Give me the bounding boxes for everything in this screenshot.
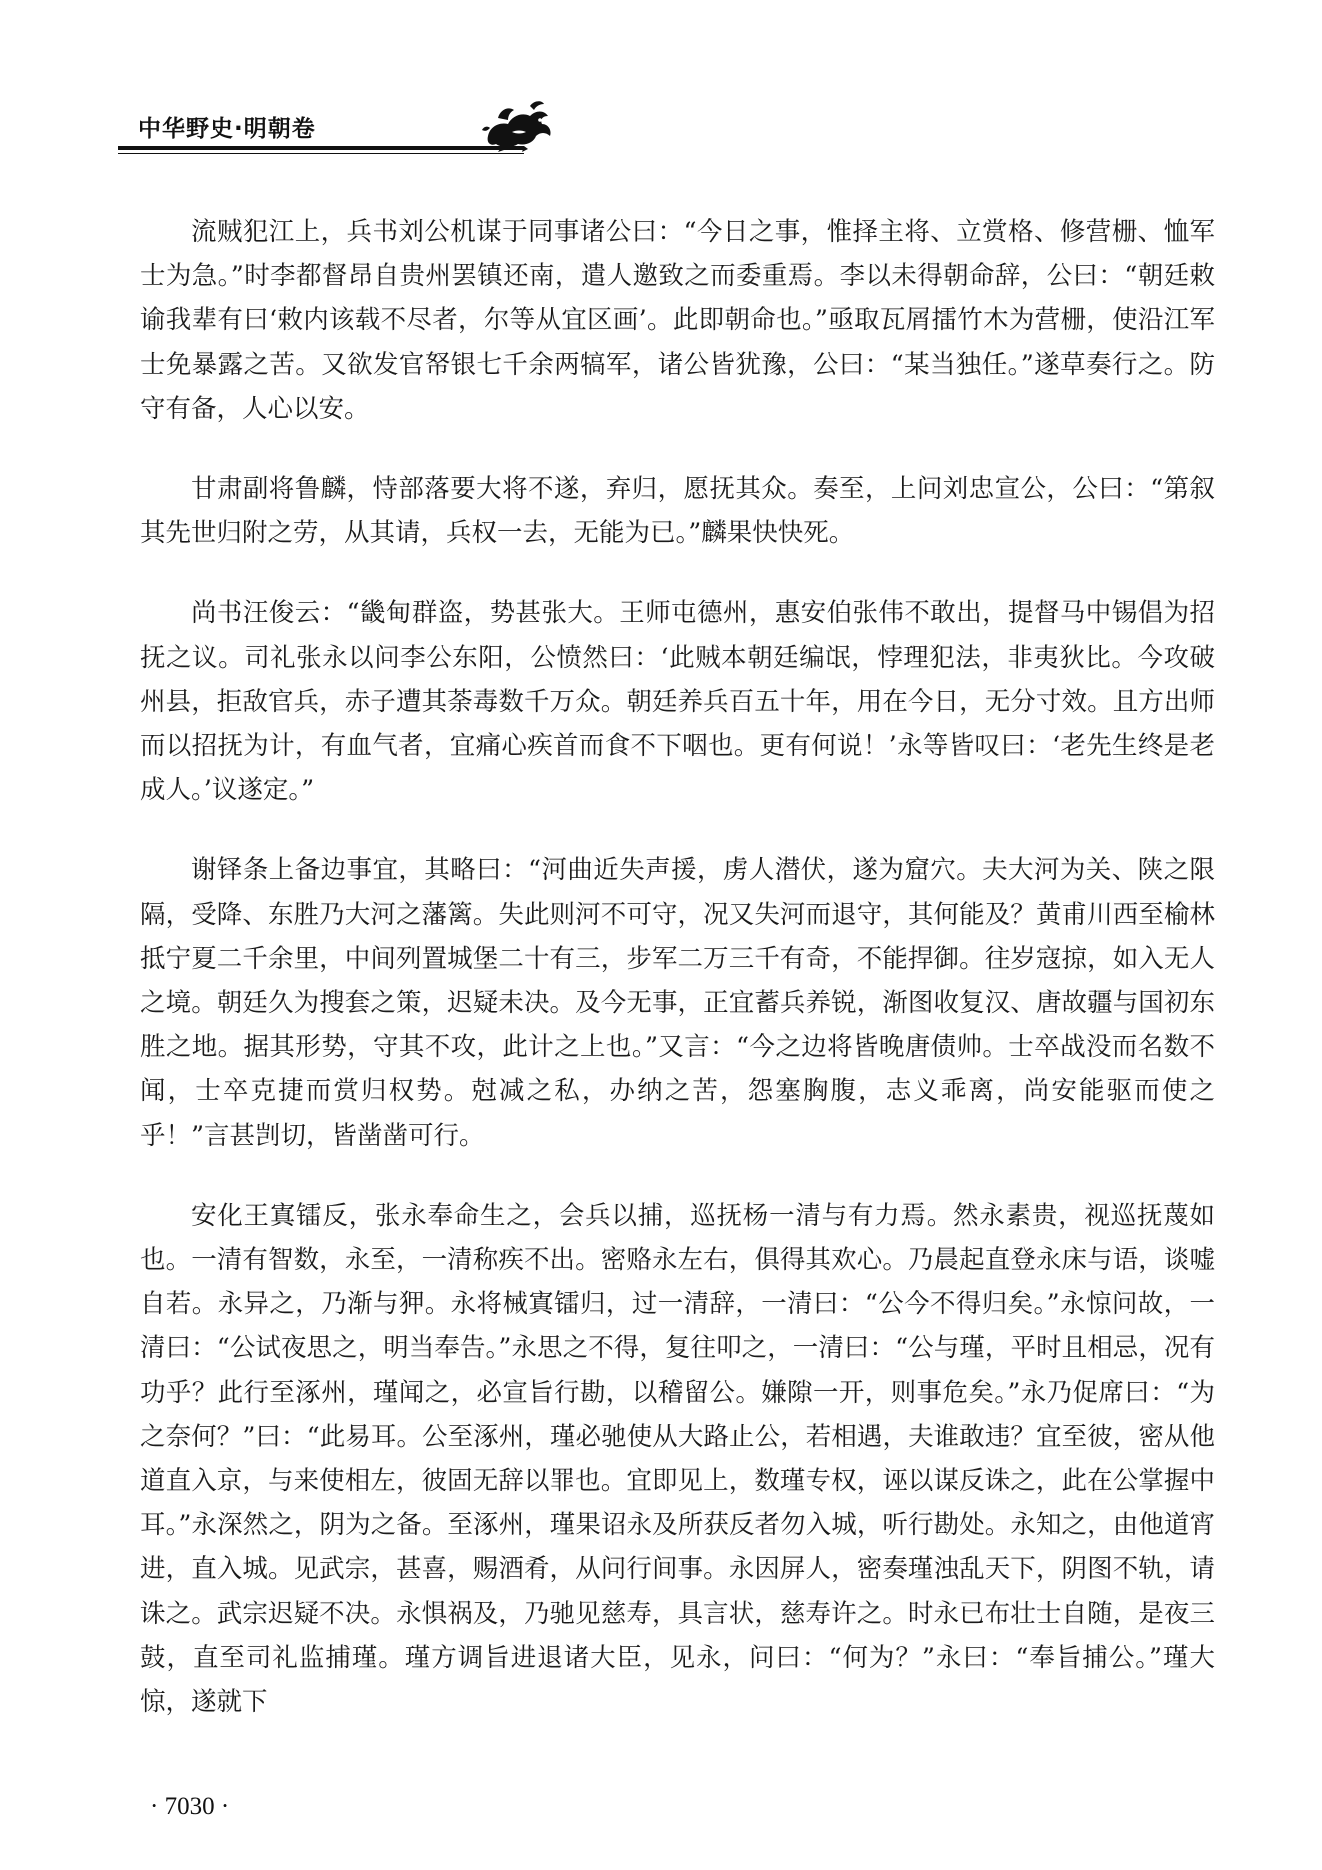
page-header [118, 92, 1216, 152]
paragraph: 谢铎条上备边事宜，其略曰：“河曲近失声援，虏人潜伏，遂为窟穴。夫大河为关、陕之限隔，受降、东胜乃大河之藩篱。失此则河不可守，况又失河而退守，其何能及？黄甫川西至榆林抵宁夏二千余里，中间列置城堡二十有三，步军二万三千有奇，不能捍御。往岁寇掠，如入无人之境。朝廷久为搜套之策，迟疑未决。及今无事，正宜蓄兵养锐，渐图收复汉、唐故疆与国初东胜之地。据其形势，守其不攻，此计之上也。”又言：“今之边将皆晚唐债帅。士卒战没而名数不闻，士卒克捷而赏归权势。尅减之私，办纳之苦，怨塞胸腹，志义乖离，尚安能驱而使之乎！”言甚剀切，皆凿凿可行。 [140, 855, 1215, 1151]
page-number: · 7030 · [150, 1793, 230, 1820]
paragraph: 流贼犯江上，兵书刘公机谋于同事诸公曰：“今日之事，惟择主将、立赏格、修营栅、恤军士为急。”时李都督昂自贵州罢镇还南，遣人邀致之而委重焉。李以未得朝命辞，公曰：“朝廷敕谕我辈有曰‘敕内该载不尽者，尔等从宜区画’。此即朝命也。”亟取瓦屑擂竹木为营栅，使沿江军士免暴露之苦。又欲发官帑银七千余两犒军，诸公皆犹豫，公曰：“某当独任。”遂草奏行之。防守有备，人心以安。 [140, 217, 1215, 424]
running-title: 中华野史·明朝卷 [138, 116, 316, 142]
paragraph: 甘肃副将鲁麟，恃部落要大将不遂，弃归，愿抚其众。奏至，上问刘忠宣公，公曰：“第叙其先世归附之劳，从其请，兵权一去，无能为已。”麟果快快死。 [140, 474, 1215, 549]
paragraph: 尚书汪俊云：“畿甸群盗，势甚张大。王师屯德州，惠安伯张伟不敢出，提督马中锡倡为招抚之议。司礼张永以问李公东阳，公愤然曰：‘此贼本朝廷编氓，悖理犯法，非夷狄比。今攻破州县，拒敌官兵，赤子遭其荼毒数千万众。朝廷养兵百五十年，用在今日，无分寸效。且方出师而以招抚为计，有血气者，宜痛心疾首而食不下咽也。更有何说！’永等皆叹曰：‘老先生终是老成人。’议遂定。” [140, 598, 1215, 806]
header-rule-thick [118, 146, 524, 150]
header-rule-thin [118, 153, 524, 154]
body-text [140, 210, 1215, 1760]
paragraph: 安化王寘镭反，张永奉命生之，会兵以捕，巡抚杨一清与有力焉。然永素贵，视巡抚蔑如也。一清有智数，永至，一清称疾不出。密赂永左右，俱得其欢心。乃晨起直登永床与语，谈嘘自若。永异之，乃渐与狎。永将械寘镭归，过一清辞，一清曰：“公今不得归矣。”永惊问故，一清曰：“公试夜思之，明当奉告。”永思之不得，复往叩之，一清曰：“公与瑾，平时且相忌，况有功乎？此行至涿州，瑾闻之，必宣旨行勘，以稽留公。嫌隙一开，则事危矣。”永乃促席曰：“为之奈何？”曰：“此易耳。公至涿州，瑾必驰使从大路止公，若相遇，夫谁敢违？宜至彼，密从他道直入京，与来使相左，彼固无辞以罪也。宜即见上，数瑾专权，诬以谋反诛之，此在公掌握中耳。”永深然之，阴为之备。至涿州，瑾果诏永及所获反者勿入城，听行勘处。永知之，由他道宵进，直入城。见武宗，甚喜，赐酒肴，从问行间事。永因屏人，密奏瑾浊乱天下，阴图不轨，请诛之。武宗迟疑不决。永惧祸及，乃驰见慈寿，具言状，慈寿许之。时永已布壮士自随，是夜三鼓，直至司礼监捕瑾。瑾方调旨进退诸大臣，见永，问曰：“何为？”永曰：“奉旨捕公。”瑾大惊，遂就下 [140, 1200, 1215, 1718]
dragon-emblem-icon [478, 96, 558, 152]
